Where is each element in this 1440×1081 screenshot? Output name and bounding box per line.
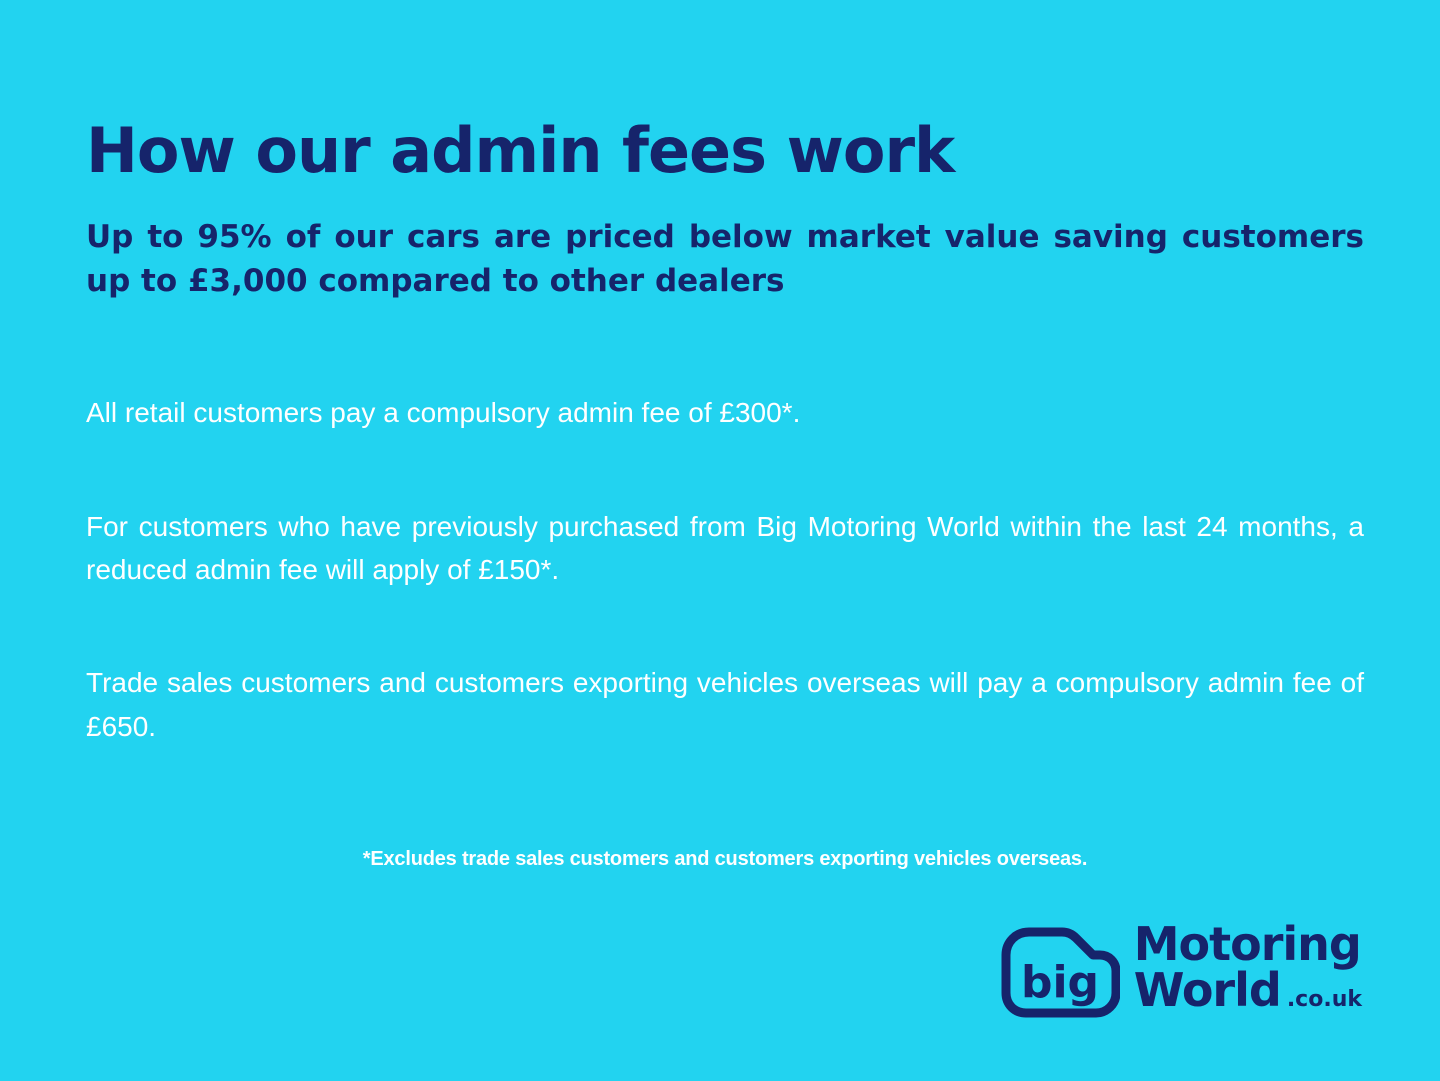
big-motoring-world-logo bbox=[996, 915, 1362, 1019]
paragraph-returning-customer-fee: For customers who have previously purchased from Big Motoring World within the last 24 months, a reduced admin fee will apply of £150*. bbox=[86, 510, 1364, 585]
slide-content bbox=[86, 0, 1364, 891]
paragraph-retail-fee: All retail customers pay a compulsory admin fee of £300*. bbox=[86, 397, 801, 429]
footnote: *Excludes trade sales customers and customers exporting vehicles overseas. bbox=[362, 848, 1088, 871]
paragraph-trade-export-fee: Trade sales customers and customers exporting vehicles overseas will pay a compulsory admin fee of £650. bbox=[86, 667, 1364, 742]
page-title: How our admin fees work bbox=[86, 114, 955, 187]
logo-world-text: World bbox=[1133, 963, 1281, 1017]
logo-line-world bbox=[1133, 963, 1362, 1017]
big-car-icon bbox=[996, 915, 1120, 1019]
logo-line-motoring: Motoring bbox=[1133, 917, 1361, 971]
svg-text:big: big bbox=[1020, 957, 1099, 1008]
subheading: Up to 95% of our cars are priced below market value saving customers up to £3,000 compared to other dealers bbox=[86, 219, 1364, 300]
logo-wordmark bbox=[1133, 917, 1362, 1017]
logo-domain-text: .co.uk bbox=[1286, 987, 1362, 1012]
